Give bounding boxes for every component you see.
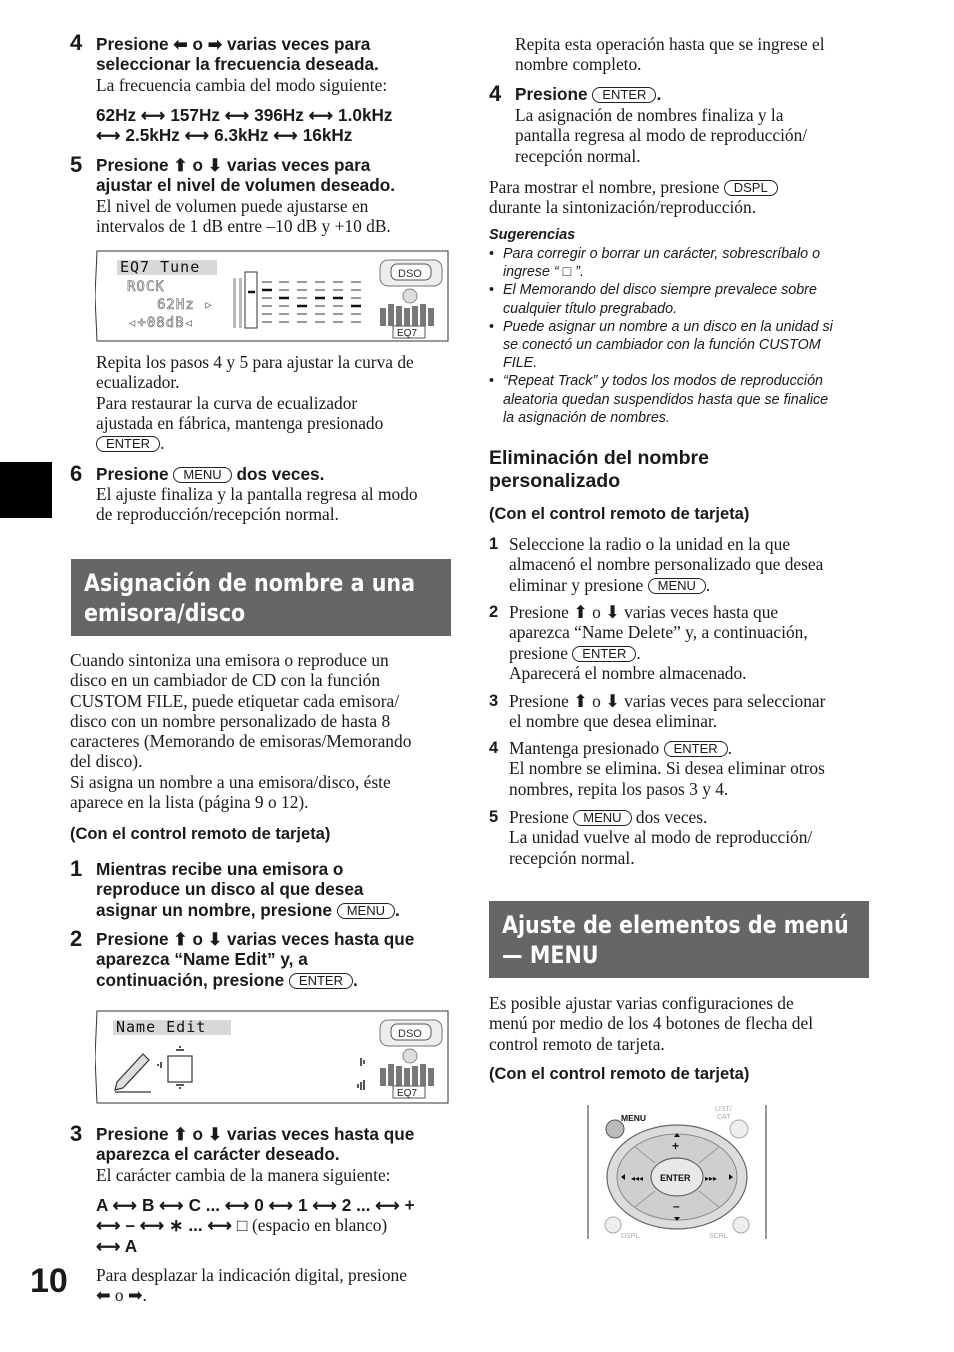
freq-sequence-2: ⟷ 2.5kHz ⟷ 6.3kHz ⟷ 16kHz bbox=[96, 125, 353, 145]
text-line: El nombre se elimina. Si desea eliminar otros bbox=[509, 758, 825, 779]
repeat-instructions: Repita los pasos 4 y 5 para ajustar la curva de ecualizador. Para restaurar la curva de ecualizador ajustada en fábrica, mantenga presionado ENTER . bbox=[96, 352, 456, 453]
lcd-line-4: ◂+08dB◂ bbox=[128, 315, 195, 331]
text-line: La unidad vuelve al modo de reproducción/ bbox=[509, 827, 813, 848]
desc-line: pantalla regresa al modo de reproducción/ bbox=[515, 125, 808, 146]
name-step-3 bbox=[96, 1124, 466, 1165]
naming-intro bbox=[70, 650, 460, 812]
desc-line: de reproducción/recepción normal. bbox=[96, 504, 339, 525]
text-line: disco en un cambiador de CD con la función bbox=[70, 670, 381, 691]
next-label: ▸▸▸ bbox=[705, 1174, 718, 1183]
text-line: Presione ⬆ o ⬇ varias veces hasta que bbox=[96, 1124, 415, 1144]
lcd-line-1: Name Edit bbox=[116, 1018, 207, 1036]
step-number: 5 bbox=[70, 152, 83, 177]
lcd-line-3: 62Hz ▸ bbox=[157, 297, 214, 313]
remote-heading: (Con el control remoto de tarjeta) bbox=[70, 825, 331, 843]
shift-instructions bbox=[96, 1265, 456, 1306]
text-line: Presione ⬆ o ⬇ varias veces para seleccionar bbox=[509, 691, 826, 711]
menu-label: MENU bbox=[621, 1113, 647, 1123]
cursor-box bbox=[168, 1056, 192, 1082]
freq-sequence-1: 62Hz ⟷ 157Hz ⟷ 396Hz ⟷ 1.0kHz bbox=[96, 105, 393, 125]
tip-line: aleatoria quedan suspendidos hasta que se finalice bbox=[503, 391, 829, 408]
step-number: 1 bbox=[70, 856, 83, 881]
enter-key: ENTER bbox=[572, 646, 636, 662]
list-cat-label-2: CAT bbox=[717, 1114, 731, 1121]
seq-part: (espacio en blanco) bbox=[252, 1215, 388, 1235]
step-5-title bbox=[96, 155, 466, 196]
name-step-3-desc: El carácter cambia de la manera siguiente: bbox=[96, 1165, 391, 1185]
text-line: ajustada en fábrica, mantenga presionado bbox=[96, 412, 384, 433]
text-line: Para restaurar la curva de ecualizador bbox=[96, 392, 358, 413]
text-line: Para desplazar la indicación digital, presione bbox=[96, 1265, 407, 1285]
text-line: nombre completo. bbox=[515, 54, 642, 75]
text-line: el nombre que desea eliminar. bbox=[509, 711, 718, 732]
name-step-2: Presione ⬆ o ⬇ varias veces hasta que aparezca “Name Edit” y, a continuación, presione ENTER . bbox=[96, 929, 466, 990]
text-line: menú por medio de los 4 botones de flecha del bbox=[489, 1013, 814, 1034]
menu-key: MENU bbox=[337, 903, 395, 919]
title-text: Presione bbox=[515, 84, 588, 104]
tip-line: ingrese “ □ ”. bbox=[503, 264, 584, 281]
text-line: Para mostrar el nombre, presione bbox=[489, 177, 720, 197]
step-number: 3 bbox=[70, 1121, 83, 1146]
lcd-line-1: EQ7 Tune bbox=[120, 258, 201, 276]
text-line: ⬅ o ➡. bbox=[96, 1285, 147, 1306]
step-number: 1 bbox=[489, 535, 499, 553]
dso-badge: DSO bbox=[398, 1028, 422, 1040]
banner-line: Ajuste de elementos de menú bbox=[502, 911, 849, 939]
title-text: dos veces. bbox=[236, 464, 325, 484]
delete-step-1: Seleccione la radio o la unidad en la que almacenó el nombre personalizado que desea eliminar y presione MENU . bbox=[509, 534, 869, 595]
tip-item bbox=[489, 245, 874, 281]
tip-line: • El Memorando del disco siempre prevalece sobre bbox=[503, 282, 817, 299]
text-line: reproduce un disco al que desea bbox=[96, 879, 364, 900]
text-line: aparece en la lista (página 9 o 12). bbox=[70, 792, 309, 813]
continue-text bbox=[515, 34, 875, 75]
text-line: Repita esta operación hasta que se ingrese el bbox=[515, 34, 825, 54]
text-line: Cuando sintoniza una emisora o reproduce un bbox=[70, 650, 389, 670]
seq-part: ⟷ – ⟷ ∗ ... ⟷ □ bbox=[96, 1215, 253, 1235]
step-4-desc: La frecuencia cambia del modo siguiente: bbox=[96, 75, 388, 95]
delete-step-4: Mantenga presionado ENTER . El nombre se elimina. Si desea eliminar otros nombres, repita los pasos 3 y 4. bbox=[509, 738, 869, 799]
r-step-4-desc bbox=[515, 105, 807, 166]
text-line: caracteres (Memorando de emisoras/Memorando bbox=[70, 731, 412, 752]
text-line: eliminar y presione bbox=[509, 574, 644, 595]
step-4-title bbox=[96, 34, 466, 75]
remote-heading: (Con el control remoto de tarjeta) bbox=[489, 1065, 750, 1083]
text-line: CUSTOM FILE, puede etiquetar cada emisora/ bbox=[70, 690, 400, 711]
step-number: 4 bbox=[489, 81, 502, 106]
banner-line: — MENU bbox=[502, 941, 599, 969]
tips-list bbox=[489, 245, 874, 427]
text-line: Seleccione la radio o la unidad en la que bbox=[509, 534, 791, 554]
section-banner-naming bbox=[71, 559, 451, 636]
text-line: asignar un nombre, presione bbox=[96, 899, 332, 920]
char-sequence-2 bbox=[96, 1215, 387, 1236]
text-line: control remoto de tarjeta. bbox=[489, 1033, 665, 1054]
menu-key: MENU bbox=[573, 810, 631, 826]
step-5-title-line: Presione ⬆ o ⬇ varias veces para bbox=[96, 155, 371, 175]
text-line: aparezca el carácter deseado. bbox=[96, 1144, 340, 1165]
text-line: presione bbox=[509, 642, 568, 663]
dso-badge: DSO bbox=[398, 268, 422, 280]
lcd-eq-svg bbox=[95, 250, 449, 342]
lcd-line-2: ROCK bbox=[127, 279, 165, 295]
tips-heading: Sugerencias bbox=[489, 227, 576, 243]
dspl-label: DSPL bbox=[621, 1233, 640, 1240]
text-line: almacenó el nombre personalizado que desea bbox=[509, 554, 824, 575]
banner-line: emisora/disco bbox=[84, 599, 246, 627]
dspl-key: DSPL bbox=[724, 180, 778, 196]
text-line: del disco). bbox=[70, 751, 143, 772]
menu-key: MENU bbox=[173, 467, 231, 483]
desc-line: recepción normal. bbox=[515, 145, 641, 166]
text-line: dos veces. bbox=[635, 807, 708, 827]
step-4-title-line: Presione ⬅ o ➡ varias veces para bbox=[96, 34, 371, 54]
remote-svg bbox=[585, 1103, 769, 1241]
step-number: 4 bbox=[489, 739, 499, 757]
page-number: 10 bbox=[30, 1262, 68, 1300]
list-cat-label-1: LIST/ bbox=[715, 1106, 732, 1113]
remote-control-illustration bbox=[585, 1103, 769, 1241]
text-line: aparezca “Name Delete” y, a continuación, bbox=[509, 622, 808, 643]
text-line: Mantenga presionado bbox=[509, 738, 660, 758]
text-line: Presione bbox=[509, 807, 569, 827]
desc-line: La asignación de nombres finaliza y la bbox=[515, 105, 784, 125]
delete-step-5 bbox=[509, 807, 869, 868]
prev-label: ◂◂◂ bbox=[631, 1174, 644, 1183]
char-sequence-3: ⟷ A bbox=[96, 1236, 138, 1256]
minus-label: – bbox=[673, 1199, 680, 1213]
tip-item bbox=[489, 372, 874, 427]
desc-line: intervalos de 1 dB entre –10 dB y +10 dB. bbox=[96, 216, 391, 237]
step-4-title-line: seleccionar la frecuencia deseada. bbox=[96, 54, 379, 75]
enter-label: ENTER bbox=[660, 1173, 691, 1183]
heading-line: Eliminación del nombre bbox=[489, 447, 709, 469]
text-line: aparezca “Name Edit” y, a bbox=[96, 949, 308, 970]
tip-line: • Puede asignar un nombre a un disco en la unidad si bbox=[503, 318, 833, 335]
tip-line: FILE. bbox=[503, 355, 538, 372]
step-number: 4 bbox=[70, 30, 83, 55]
step-6-title bbox=[96, 464, 324, 484]
display-illustration-eq bbox=[95, 250, 449, 342]
remote-heading: (Con el control remoto de tarjeta) bbox=[489, 505, 750, 523]
tip-line: la asignación de nombres. bbox=[503, 409, 670, 426]
text-line: disco con un nombre personalizado de hasta 8 bbox=[70, 710, 391, 731]
text-line: durante la sintonización/reproducción. bbox=[489, 197, 757, 218]
tip-line: • “Repeat Track” y todos los modos de reproducción bbox=[503, 373, 823, 390]
display-illustration-name-edit bbox=[95, 1010, 449, 1104]
eq7-badge: EQ7 bbox=[397, 328, 418, 339]
step-number: 2 bbox=[489, 603, 499, 621]
enter-key: ENTER bbox=[289, 973, 353, 989]
plus-label: + bbox=[672, 1139, 680, 1153]
enter-key: ENTER bbox=[96, 436, 160, 452]
text-line: nombres, repita los pasos 3 y 4. bbox=[509, 778, 729, 799]
text-line: Repita los pasos 4 y 5 para ajustar la curva de bbox=[96, 352, 414, 372]
char-sequence-1: A ⟷ B ⟷ C ... ⟷ 0 ⟷ 1 ⟷ 2 ... ⟷ + bbox=[96, 1195, 415, 1215]
delete-step-3 bbox=[509, 691, 869, 732]
step-number: 6 bbox=[70, 461, 83, 486]
menu-key: MENU bbox=[648, 578, 706, 594]
step-6-desc bbox=[96, 484, 418, 525]
step-number: 2 bbox=[70, 926, 83, 951]
delete-step-2: Presione ⬆ o ⬇ varias veces hasta que aparezca “Name Delete” y, a continuación, presione ENTER . Aparecerá el nombre almacenado. bbox=[509, 602, 869, 683]
list-cat-button bbox=[730, 1120, 748, 1138]
banner-line: Asignación de nombre a una bbox=[84, 569, 416, 597]
eq7-badge: EQ7 bbox=[397, 1088, 418, 1099]
enter-key: ENTER bbox=[592, 87, 656, 103]
text-line: Es posible ajustar varias configuraciones de bbox=[489, 993, 794, 1013]
text-line: Presione ⬆ o ⬇ varias veces hasta que bbox=[509, 602, 779, 622]
text-line: Mientras recibe una emisora o bbox=[96, 859, 344, 879]
delete-heading bbox=[489, 447, 709, 493]
text-line: ecualizador. bbox=[96, 372, 180, 393]
tip-item bbox=[489, 281, 874, 317]
tip-line: se conectó un cambiador con la función CUSTOM bbox=[503, 337, 821, 354]
tip-item bbox=[489, 318, 874, 373]
scrl-label: SCRL bbox=[709, 1233, 728, 1240]
dspl-button bbox=[605, 1217, 621, 1233]
step-5-desc bbox=[96, 196, 391, 237]
menu-intro bbox=[489, 993, 874, 1054]
desc-line: El nivel de volumen puede ajustarse en bbox=[96, 196, 369, 216]
text-line: Presione ⬆ o ⬇ varias veces hasta que bbox=[96, 929, 415, 949]
text-line: recepción normal. bbox=[509, 847, 635, 868]
name-step-1: Mientras recibe una emisora o reproduce un disco al que desea asignar un nombre, presione MENU . bbox=[96, 859, 466, 920]
step-5-title-line: ajustar el nivel de volumen deseado. bbox=[96, 175, 395, 196]
tip-line: cualquier título pregrabado. bbox=[503, 300, 678, 317]
heading-line: personalizado bbox=[489, 470, 621, 492]
title-text: Presione bbox=[96, 464, 169, 484]
enter-key: ENTER bbox=[664, 741, 728, 757]
lcd-name-edit-svg bbox=[95, 1010, 449, 1104]
section-banner-menu bbox=[489, 901, 869, 978]
section-tab-marker bbox=[0, 462, 52, 518]
tip-line: • Para corregir o borrar un carácter, sobrescríbalo o bbox=[503, 246, 821, 262]
text-line: Aparecerá el nombre almacenado. bbox=[509, 662, 747, 683]
text-line: Si asigna un nombre a una emisora/disco, éste bbox=[70, 771, 391, 792]
step-number: 3 bbox=[489, 692, 499, 710]
step-number: 5 bbox=[489, 808, 499, 826]
desc-line: El ajuste finaliza y la pantalla regresa al modo bbox=[96, 484, 418, 504]
show-name-text bbox=[489, 177, 869, 218]
scrl-button bbox=[733, 1217, 749, 1233]
text-line: continuación, presione bbox=[96, 969, 285, 990]
r-step-4-title: Presione ENTER . bbox=[515, 84, 662, 104]
